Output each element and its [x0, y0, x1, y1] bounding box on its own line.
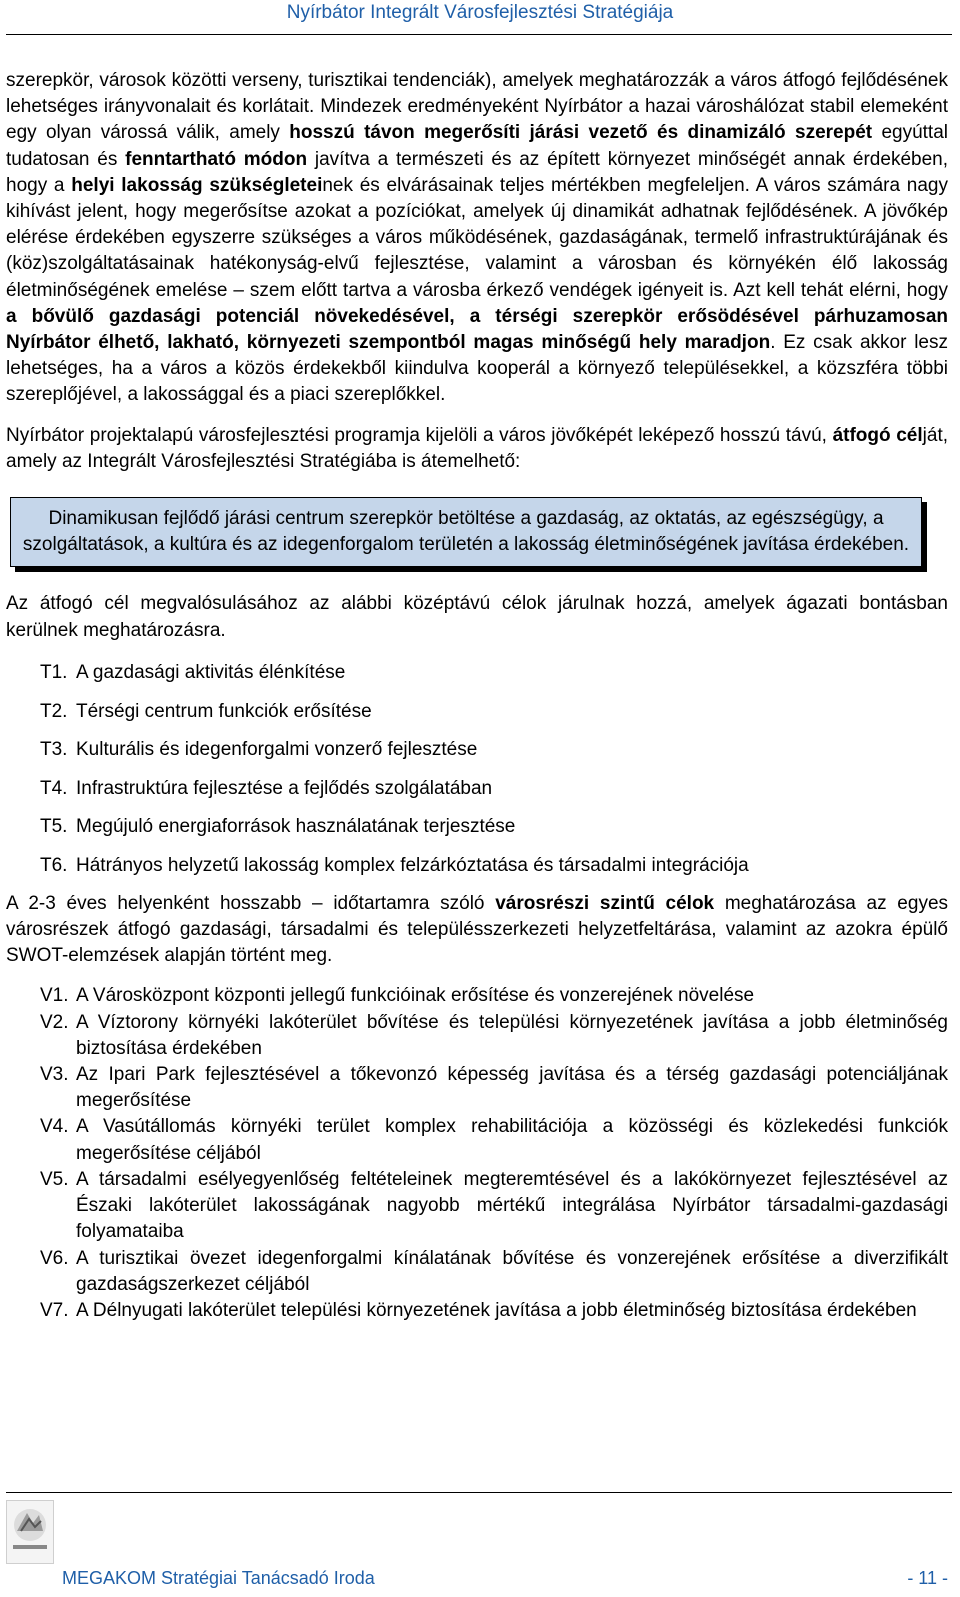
- page-header: [0, 0, 960, 40]
- district-goal-item: [6, 1114, 948, 1166]
- thematic-goal-item: [6, 846, 948, 885]
- company-logo: [6, 1500, 54, 1564]
- emphasized-text: átfogó cél: [832, 424, 923, 446]
- goal-number: T4.: [40, 777, 68, 799]
- district-goal-item: [6, 1246, 948, 1298]
- goal-text: A Víztorony környéki lakóterület bővítése és települési környezetének javítása a jobb életminőség biztosítása érdekében: [76, 1011, 948, 1059]
- thematic-goal-item: [6, 692, 948, 731]
- overall-goal-intro-paragraph: [6, 423, 948, 475]
- goal-text: A gazdasági aktivitás élénkítése: [76, 662, 346, 684]
- page-number: - 11 -: [907, 1568, 948, 1588]
- main-content: [6, 68, 948, 1324]
- goal-text: A Vasútállomás környéki terület komplex rehabilitációja a közösségi és közlekedési funkciók megerősítése céljából: [76, 1116, 948, 1164]
- goal-text: Az Ipari Park fejlesztésével a tőkevonzó képesség javítása és a térség gazdasági potenciáljának megerősítése: [76, 1064, 948, 1112]
- goal-text: A Városközpont központi jellegű funkcióinak erősítése és vonzerejének növelése: [76, 985, 755, 1007]
- goal-number: V6.: [40, 1247, 69, 1269]
- goal-number: V7.: [40, 1299, 69, 1321]
- thematic-goal-item: [6, 731, 948, 770]
- text-run: szerepkör, városok közötti verseny, turisztikai tendenciák), amelyek meghatározzák a város átfogó fejlődésének lehetséges irányvonalait és korlátait. Mindezek eredményeként Nyírbátor a hazai városhálózat stabil elemeként egy olyan várossá válik, amely: [6, 70, 948, 144]
- emphasized-text: városrészi szintű célok: [495, 892, 715, 914]
- overall-goal-box: Dinamikusan fejlődő járási centrum szerepkör betöltése a gazdaság, az oktatás, az egészségügy, a szolgáltatások, a kultúra és az idegenforgalom területén a lakosság életminőségének javítása érdekében.: [10, 497, 922, 567]
- goal-number: V3.: [40, 1064, 69, 1086]
- thematic-goal-item: [6, 808, 948, 847]
- emphasized-text: a bővülő gazdasági potenciál növekedésével, a térségi szerepkör erősödésével párhuzamosan Nyírbátor élhető, lakható, környezeti szempontból magas minőségű hely maradjon: [6, 305, 948, 354]
- district-goal-item: [6, 1010, 948, 1062]
- thematic-goal-item: [6, 769, 948, 808]
- goal-number: T6.: [40, 854, 68, 876]
- goal-number: T5.: [40, 816, 68, 838]
- goal-text: Infrastruktúra fejlesztése a fejlődés szolgálatában: [76, 777, 493, 799]
- header-divider: [6, 34, 952, 35]
- text-run: . Ez csak akkor lesz lehetséges, ha a város a közös érdekekből kiindulva kooperál a környező településekkel, a közszféra többi szereplőjével, a lakossággal és a piaci szereplőkkel.: [6, 332, 948, 406]
- intro-paragraph: [6, 68, 948, 409]
- district-goals-intro-paragraph: [6, 891, 948, 970]
- thematic-goals-list: [6, 654, 948, 885]
- goal-number: T3.: [40, 739, 68, 761]
- goal-number: V4.: [40, 1116, 69, 1138]
- text-run: javítva a természeti és az épített környezet minőségét annak érdekében, hogy a: [6, 148, 948, 196]
- text-run: ját, amely az Integrált Városfejlesztési Stratégiába is átemelhető:: [6, 424, 949, 472]
- footer-divider: [6, 1492, 952, 1493]
- goal-number: T2.: [40, 700, 68, 722]
- goal-text: Hátrányos helyzetű lakosság komplex felzárkóztatása és társadalmi integrációja: [76, 854, 749, 876]
- goal-number: V5.: [40, 1168, 69, 1190]
- goal-text: Kulturális és idegenforgalmi vonzerő fejlesztése: [76, 739, 478, 761]
- footer-company-name: MEGAKOM Stratégiai Tanácsadó Iroda: [62, 1568, 375, 1588]
- district-goal-item: [6, 1167, 948, 1246]
- emphasized-text: fenntartható módon: [125, 148, 308, 170]
- text-run: meghatározása az egyes városrészek átfogó gazdasági, társadalmi és településszerkezeti helyzetfeltárása, valamint az azokra épülő SWOT-elemzések alapján történt meg.: [6, 892, 949, 967]
- goal-text: A Délnyugati lakóterület települési környezetének javítása a jobb életminőség biztosítása érdekében: [76, 1299, 917, 1321]
- emphasized-text: hosszú távon megerősíti járási vezető és dinamizáló szerepét: [289, 122, 873, 144]
- text-run: nek és elvárásainak teljes mértékben megfeleljen. A város számára nagy kihívást jelent, hogy megerősítse azokat a pozíciókat, amelyek új dinamikát adhatnak fejlődésének. A jövőkép elérése érdekében egyszerre szükséges a város működésének, gazdaságának, termelő infrastruktúrájának és (köz)szolgáltatásainak hatékonyság-elvű fejlesztése, valamint a városban és környékén élő lakosság életminőségének emelése – szem előtt tartva a városba érkező vendégek igényeit is. Azt kell tehát elérni, hogy: [6, 174, 949, 301]
- district-goal-item: [6, 1298, 948, 1324]
- thematic-goal-item: [6, 654, 948, 693]
- goal-number: V1.: [40, 985, 69, 1007]
- district-goal-item: [6, 983, 948, 1009]
- document-title: Nyírbátor Integrált Városfejlesztési Stratégiája: [286, 2, 674, 23]
- goal-text: A turisztikai övezet idegenforgalmi kínálatának bővítése és vonzerejének erősítése a diverzifikált gazdaságszerkezet céljából: [76, 1247, 948, 1295]
- goal-text: Térségi centrum funkciók erősítése: [76, 700, 372, 722]
- goal-text: A társadalmi esélyegyenlőség feltételeinek megteremtésével és a lakókörnyezet fejlesztésével az Északi lakóterület lakosságának nagyobb mértékű integrálása Nyírbátor társadalmi-gazdasági folyamataiba: [76, 1168, 948, 1243]
- district-goals-list: [6, 983, 948, 1324]
- goal-number: T1.: [40, 662, 68, 684]
- goal-number: V2.: [40, 1011, 69, 1033]
- text-run: egyúttal tudatosan és: [6, 122, 949, 170]
- goal-text: Megújuló energiaforrások használatának terjesztése: [76, 816, 516, 838]
- text-run: A 2-3 éves helyenként hosszabb – időtartamra szóló: [6, 892, 496, 914]
- emphasized-text: helyi lakosság szükségletei: [71, 174, 323, 196]
- district-goal-item: [6, 1062, 948, 1114]
- medium-term-goals-intro-paragraph: Az átfogó cél megvalósulásához az alábbi középtávú célok járulnak hozzá, amelyek ágazati bontásban kerülnek meghatározásra.: [6, 593, 948, 641]
- text-run: Nyírbátor projektalapú városfejlesztési programja kijelöli a város jövőképét leképező hosszú távú,: [6, 424, 833, 446]
